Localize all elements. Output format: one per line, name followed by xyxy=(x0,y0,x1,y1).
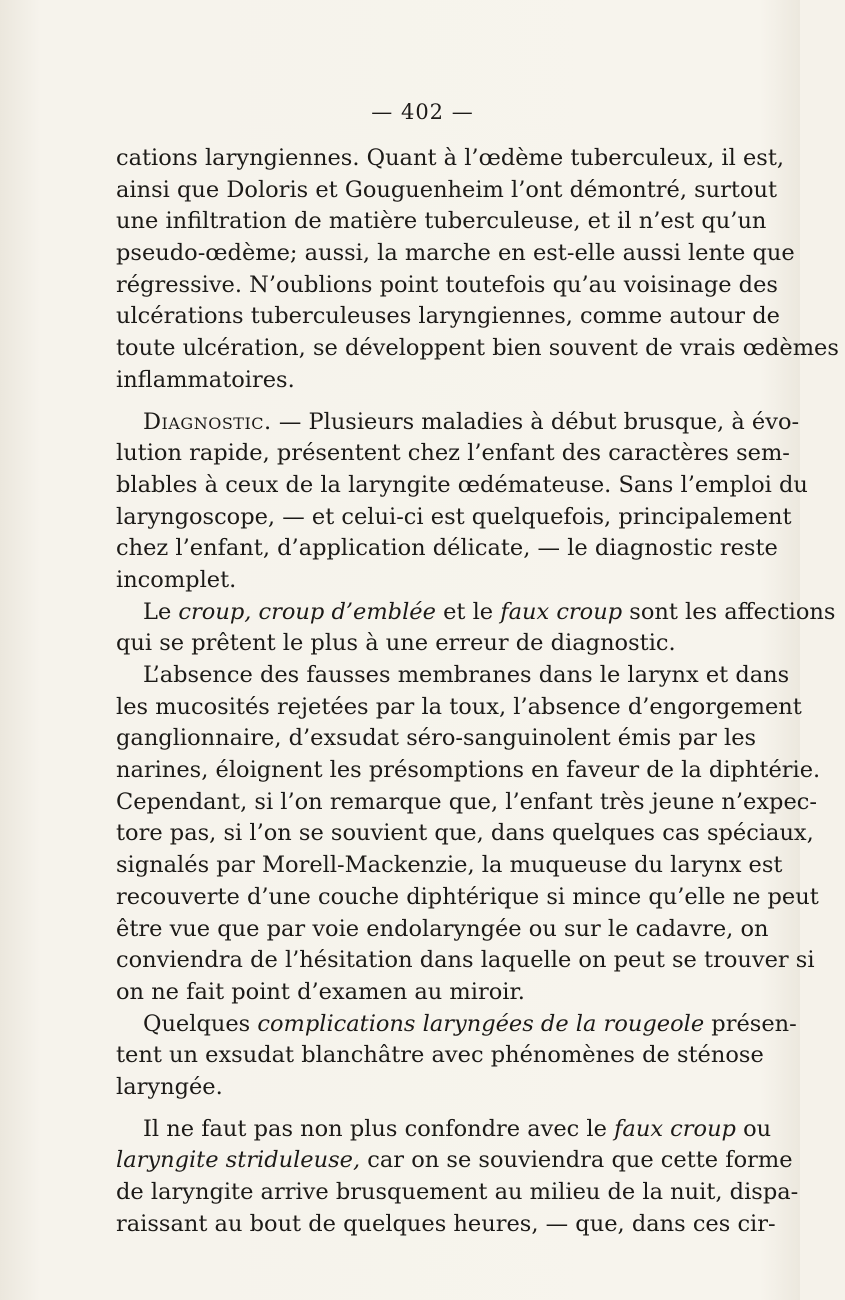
text-line: L’absence des fausses membranes dans le larynx et dans xyxy=(143,662,790,688)
text-line: cations laryngiennes. Quant à l’œdème tuberculeux, il est, xyxy=(116,145,785,171)
paragraph-gap xyxy=(116,1104,738,1114)
text-line xyxy=(116,1009,797,1041)
text-line: ainsi que Doloris et Gouguenheim l’ont démontré, surtout xyxy=(116,176,778,203)
text-run: sont les affections xyxy=(622,598,836,625)
text-line: laryngée. xyxy=(116,1073,223,1100)
italic-term: croup, croup d’emblée xyxy=(178,598,436,625)
text-line: les mucosités rejetées par la toux, l’absence d’engorgement xyxy=(116,693,802,720)
text-line: qui se prêtent le plus à une erreur de diagnostic. xyxy=(116,630,676,657)
text-run: ou xyxy=(735,1115,772,1142)
text-line: tore pas, si l’on se souvient que, dans quelques cas spéciaux, xyxy=(116,820,814,847)
text-line: toute ulcération, se développent bien souvent de vrais œdèmes xyxy=(116,335,839,362)
text-line: on ne fait point d’examen au miroir. xyxy=(116,978,525,1005)
section-heading: Diagnostic. xyxy=(143,408,272,435)
text-line: laryngoscope, — et celui-ci est quelquefois, principalement xyxy=(116,503,792,530)
text-line: pseudo-œdème; aussi, la marche en est-elle aussi lente que xyxy=(116,240,795,267)
paragraph-diagnostic xyxy=(116,407,808,597)
text-line: blables à ceux de la laryngite œdémateuse. Sans l’emploi du xyxy=(116,471,808,498)
text-line: être vue que par voie endolaryngée ou sur le cadavre, on xyxy=(116,915,769,942)
text-line: incomplet. xyxy=(116,566,237,593)
text-line: conviendra de l’hésitation dans laquelle on peut se trouver si xyxy=(116,947,815,974)
text-run: Le xyxy=(143,598,179,625)
text-line: de laryngite arrive brusquement au milieu de la nuit, dispa- xyxy=(116,1179,799,1205)
paragraph-gap xyxy=(116,397,738,407)
text-line: recouverte d’une couche diphtérique si mince qu’elle ne peut xyxy=(116,883,819,910)
text-line: Cependant, si l’on remarque que, l’enfant très jeune n’expec- xyxy=(116,788,817,815)
text-run: Quelques xyxy=(143,1010,258,1037)
text-line xyxy=(116,1145,793,1177)
text-line: chez l’enfant, d’application délicate, — le diagnostic reste xyxy=(116,535,778,562)
text-line xyxy=(116,1114,772,1146)
text-run: car on se souviendra que cette forme xyxy=(360,1147,793,1174)
text-line: raissant au bout de quelques heures, — que, dans ces cir- xyxy=(116,1210,776,1237)
text-line: tent un exsudat blanchâtre avec phénomènes de sténose xyxy=(116,1042,764,1069)
paragraph-4 xyxy=(116,660,821,1009)
text-run: Il ne faut pas non plus confondre avec le xyxy=(143,1115,615,1142)
italic-term: faux croup xyxy=(500,598,623,625)
text-line: ulcérations tuberculeuses laryngiennes, comme autour de xyxy=(116,303,780,330)
text-run: présen- xyxy=(704,1010,797,1037)
paragraph-1 xyxy=(116,143,839,397)
paragraph-5 xyxy=(116,1009,797,1104)
text-line: narines, éloignent les présomptions en faveur de la diphtérie. xyxy=(116,757,821,784)
italic-term: laryngite striduleuse, xyxy=(116,1147,361,1174)
body-text xyxy=(116,143,839,1240)
text-run: et le xyxy=(435,598,501,625)
paragraph-6 xyxy=(116,1114,799,1241)
text-line: ganglionnaire, d’exsudat séro-sanguinolent émis par les xyxy=(116,725,757,752)
text-line xyxy=(116,407,800,439)
italic-term: complications laryngées de la rougeole xyxy=(257,1010,705,1037)
text-line xyxy=(116,597,836,629)
text-run: — Plusieurs maladies à début brusque, à évo- xyxy=(278,408,800,435)
page-number: — 402 — xyxy=(371,100,474,124)
paragraph-3 xyxy=(116,597,836,660)
text-line: une infiltration de matière tuberculeuse, et il n’est qu’un xyxy=(116,208,767,235)
italic-term: faux croup xyxy=(614,1115,736,1142)
text-line: signalés par Morell-Mackenzie, la muqueuse du larynx est xyxy=(116,852,783,879)
text-line: lution rapide, présentent chez l’enfant des caractères sem- xyxy=(116,440,790,467)
text-line: inflammatoires. xyxy=(116,366,295,393)
text-line: régressive. N’oublions point toutefois qu’au voisinage des xyxy=(116,271,778,298)
